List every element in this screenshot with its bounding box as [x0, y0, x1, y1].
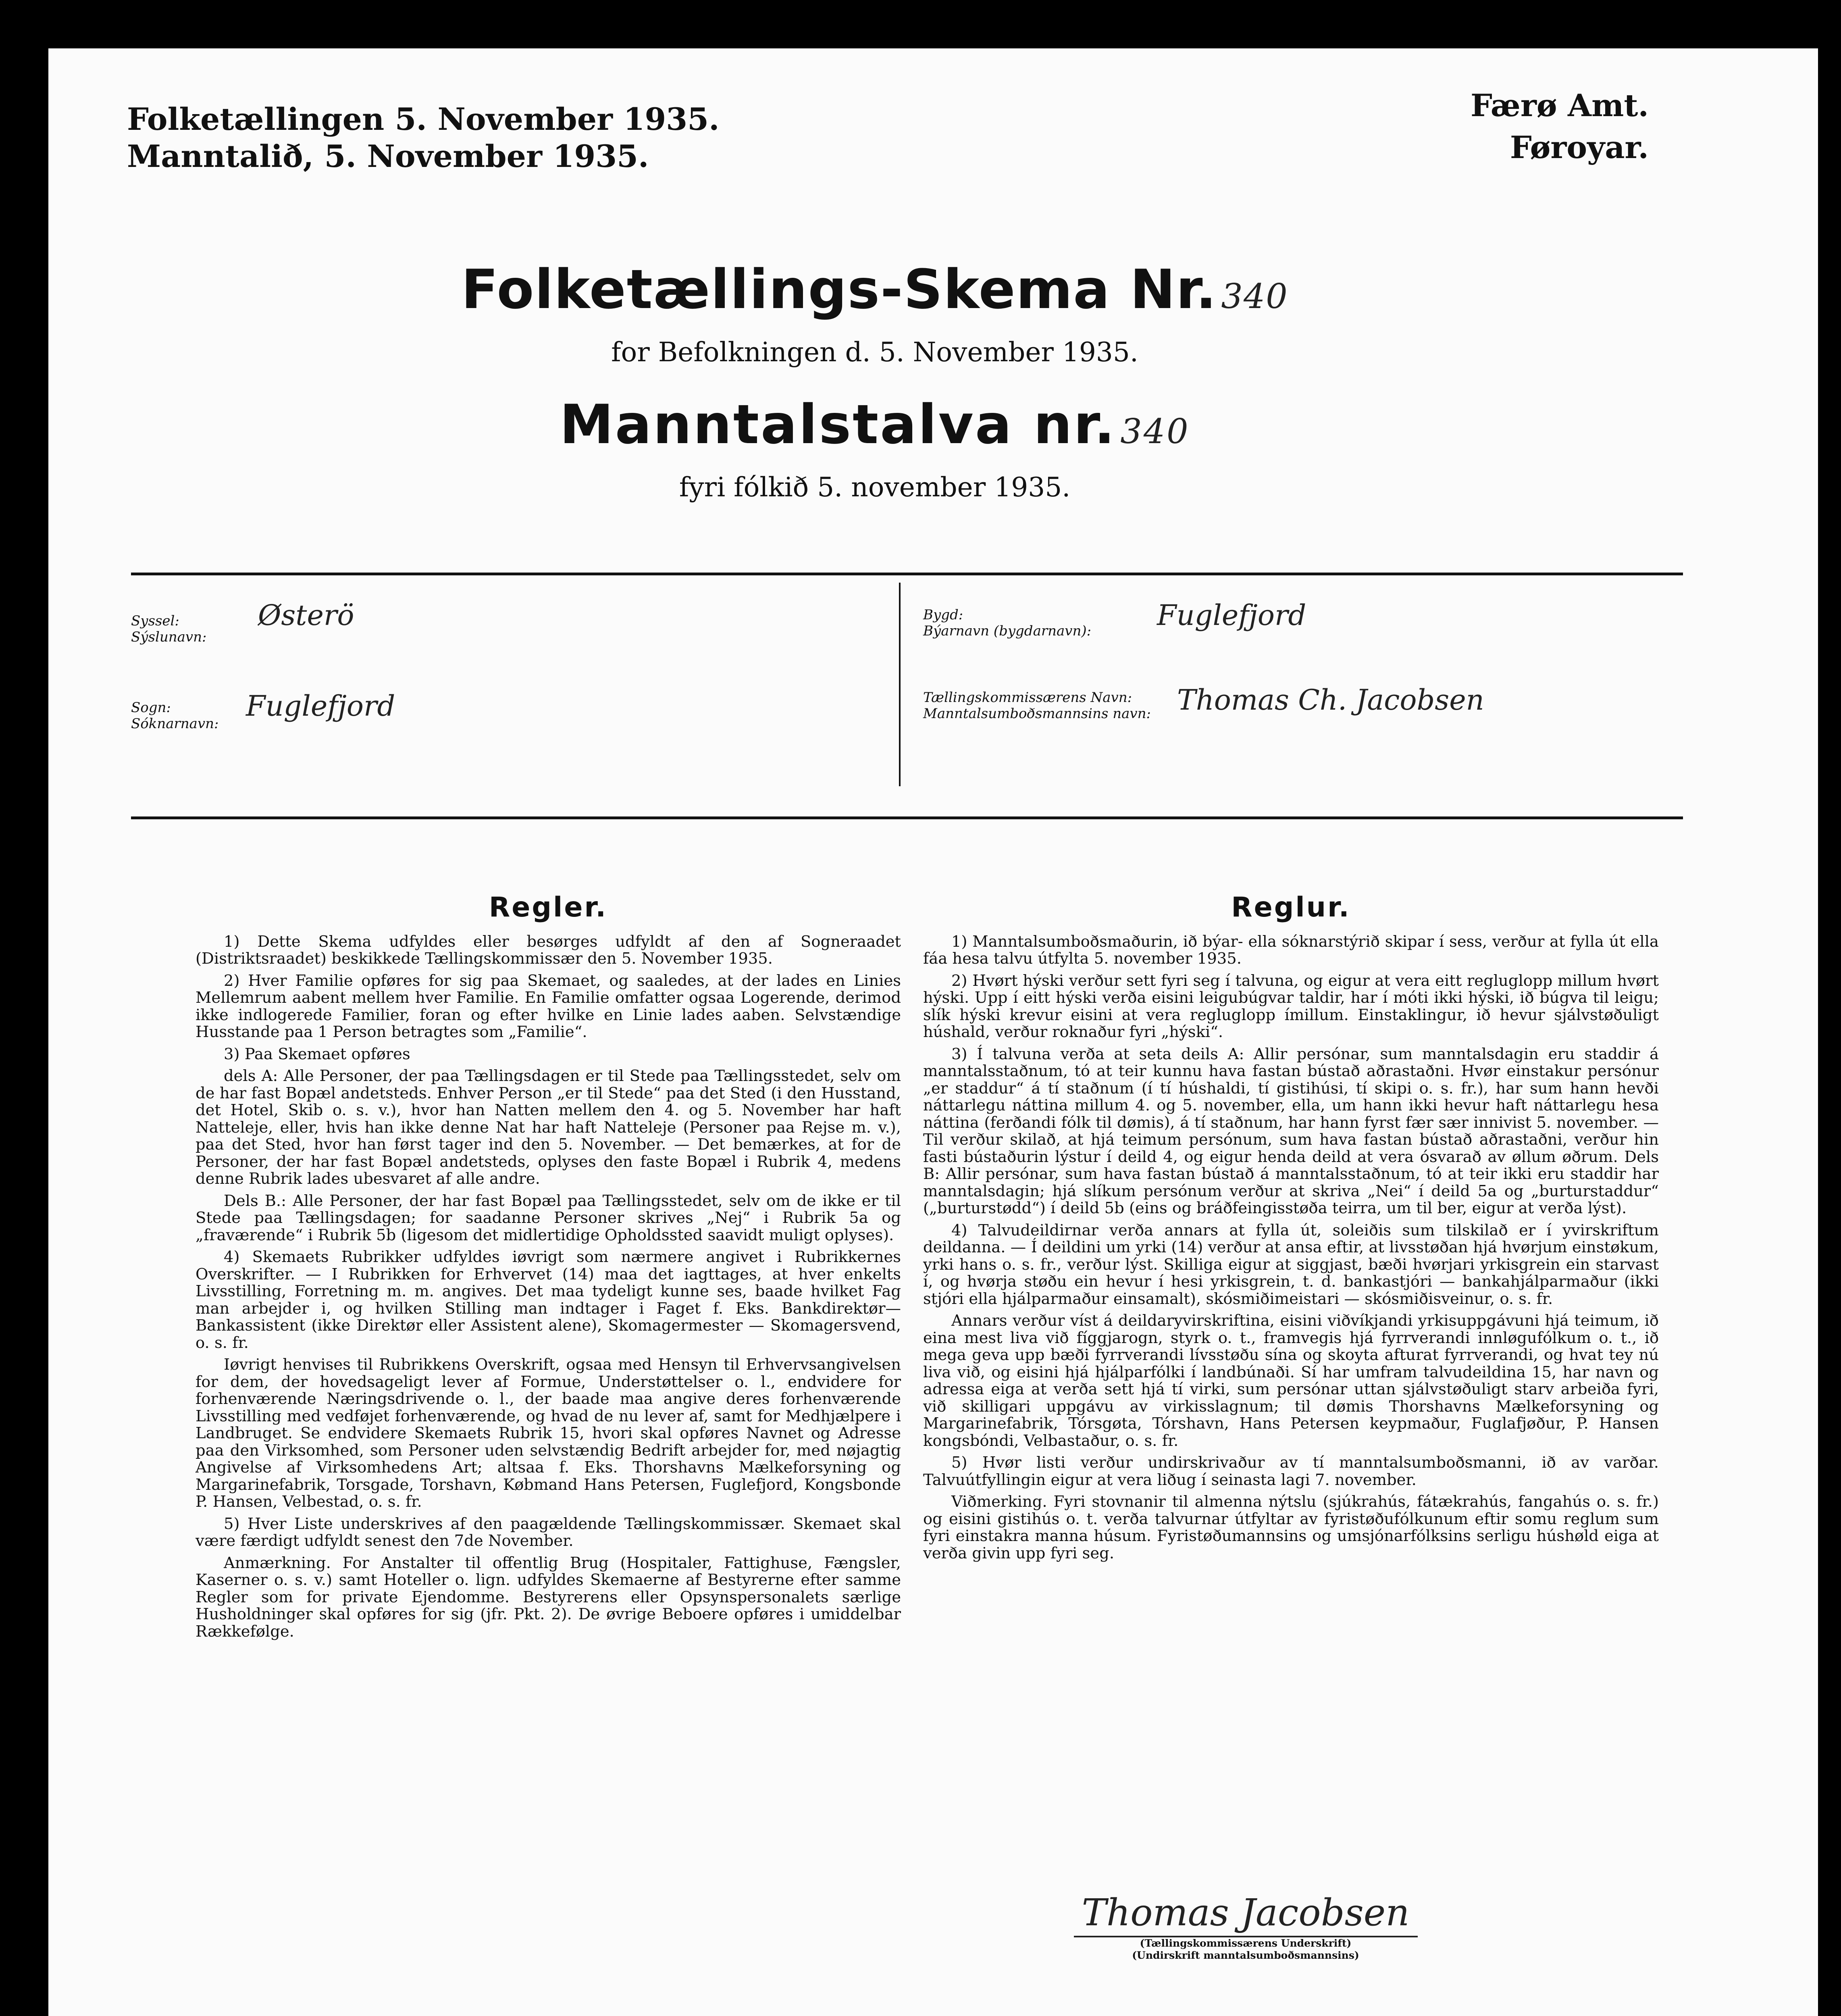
- rules-danish-paragraph: 3) Paa Skemaet opføres: [224, 1045, 410, 1063]
- rules-danish-paragraph: 5) Hver Liste underskrives af den paagældende Tællingskommissær. Skemaet skal være færdigt udfyldt senest den 7de November.: [196, 1514, 901, 1550]
- header-left-line2: Manntalið, 5. November 1935.: [127, 138, 649, 174]
- header-right-line2: Føroyar.: [1510, 129, 1649, 165]
- rules-danish-paragraph: Anmærkning. For Anstalter til offentlig Brug (Hospitaler, Fattighuse, Fængsler, Kaserner o. s. v.) samt Hoteller o. lign. udfyldes Skemaerne af Bestyrerne efter samme Regler som for private Ejendomme. Bestyrerens eller Opsynspersonalets særlige Husholdninger skal opføres for sig (jfr. Pkt. 2). De øvrige Beboere opføres i umiddelbar Rækkefølge.: [196, 1554, 901, 1641]
- rules-faroese-paragraph: Annars verður víst á deildaryvirskriftina, eisini viðvíkjandi yrkisuppgávuni hjá teimum, ið eina mest liva við fíggjarogn, styrk o. t., framvegis hjá fyrrverandi innløgufólkum o. t., ið mega geva upp bæði fyrrverandi lívsstøðu sína og skoyta afturat fyrrverandi, og hvat tey nú liva við, og eisini hjá hjálparfólki í landbúnaði. Sí har umfram talvudeildina 15, har navn og adressa eiga at verða sett hjá tí virki, sum persónar uttan sjálvstøðuligt starv arbeiða fyri, við skilligari uppgávu av virkisslagnum; til dømis Thorshavns Mælkeforsyning og Margarinefabrik, Tórsgøta, Tórshavn, Hans Petersen keypmaður, Fuglafjøður, P. Hansen kongsbóndi, Velbastaður, o. s. fr.: [923, 1312, 1659, 1450]
- kommissaer-label: Tællingskommissærens Navn: Manntalsumboðsmannsins navn:: [923, 689, 1151, 722]
- signature-caption-faroese: (Undirskrift manntalsumboðsmannsins): [1132, 1949, 1359, 1961]
- header-census-title: [127, 101, 720, 175]
- header-left-line1: Folketællingen 5. November 1935.: [127, 101, 720, 137]
- bygd-value: Fuglefjord: [1157, 599, 1306, 632]
- top-divider: [131, 573, 1683, 575]
- rules-faroese: [923, 891, 1659, 1567]
- form-title-faroese: [48, 393, 1701, 456]
- form-subtitle-faroese: fyri fólkið 5. november 1935.: [679, 472, 1071, 503]
- form-title-danish: [48, 258, 1701, 321]
- rules-faroese-paragraph: 5) Hvør listi verður undirskrivaður av tí manntalsumboðsmanni, ið av varðar. Talvuútfyllingin eigur at vera liðug í seinasta lagi 7. november.: [923, 1454, 1659, 1489]
- rules-faroese-paragraph: 4) Talvudeildirnar verða annars at fylla út, soleiðis sum tilskilað er í yvirskriftum deildanna. — Í deildini um yrki (14) verður at ansa eftir, at livsstøðan hjá hvørjum einstøkum, yrki hans o. s. fr., verður lýst. Skilliga eigur at siggjast, bæði hvørjari yrkisgrein ein starvast í, og hvørja støðu ein hevur í hesi yrkisgrein, t. d. bankastjóri — bankahjálparmaður (ikki stjóri ella hjálparmaður einsamalt), skósmiðimeistari — skósmiðisveinur, o. s. fr.: [923, 1221, 1659, 1308]
- signature-name: Thomas Jacobsen: [1074, 1891, 1418, 1937]
- rules-faroese-paragraph: 3) Í talvuna verða at seta deils A: Allir persónar, sum manntalsdagin eru staddir á manntalsstaðnum, tó at teir kunnu hava fastan bústað aðrastaðni. Hvør einstakur persónur „er staddur“ á tí staðnum (í tí húshaldi, tí gistihúsi, tí skipi o. s. fr.), har sum hann hevði náttarlegu náttina millum 4. og 5. november, ella, um hann ikki hevur haft náttarlegu hesa náttina (ferðandi fólk til dømis), á tí staðnum, har hann fyrst fær sær innivist 5. november. — Til verður skilað, at hjá teimum persónum, sum hava fastan bústað aðrastaðni, verður hin fasti bústaðurin lýstur í deild 4, og eigur henda deild at vera ósvarað av øllum øðrum. Dels B: Allir persónar, sum hava fastan bústað á manntalsstaðnum, tó at teir ikki eru staddir har manntalsdagin; hjá slíkum persónum verður at skriva „Nei“ í deild 5a og „burturstaddur“ („burturstødd“) í deild 5b (eins og bráðfeingisstøða teirra, um til ber, eigur at verða lýst).: [923, 1045, 1659, 1217]
- sogn-label: Sogn: Sóknarnavn:: [131, 700, 219, 732]
- signature-block: [1064, 1891, 1427, 1962]
- rules-faroese-paragraph: 2) Hvørt hýski verður sett fyri seg í talvuna, og eigur at vera eitt regluglopp millum hvørt hýski. Upp í eitt hýski verða eisini leigubúgvar taldir, har í móti ikki hýski, ið búgva til leigu; slík hýski krevur eisini at vera regluglopp ímillum. Einstaklingur, ið hevur sjálvstøðuligt húshald, verður roknaður fyri „hýski“.: [923, 971, 1659, 1041]
- fields-vertical-divider: [899, 583, 901, 786]
- bottom-divider: [131, 816, 1683, 819]
- census-form-page: [48, 48, 1818, 2016]
- form-subtitle-danish: for Befolkningen d. 5. November 1935.: [611, 337, 1138, 368]
- rules-danish-paragraph: 1) Dette Skema udfyldes eller besørges udfyldt af den af Sogneraadet (Distriktsraadet) beskikkede Tællingskommissær den 5. November 1935.: [196, 932, 901, 968]
- rules-faroese-paragraph: 1) Manntalsumboðsmaðurin, ið býar- ella sóknarstýrið skipar í sess, verður at fylla út ella fáa hesa talvu útfylta 5. november 1935.: [923, 932, 1659, 968]
- form-title-danish-text: Folketællings-Skema Nr.: [461, 258, 1217, 321]
- kommissaer-value: Thomas Ch. Jacobsen: [1177, 683, 1484, 716]
- syssel-value: Østerö: [258, 599, 354, 632]
- rules-danish-heading: Regler.: [489, 891, 608, 923]
- sogn-value: Fuglefjord: [246, 689, 395, 723]
- rules-faroese-heading: Reglur.: [1231, 891, 1351, 923]
- rules-danish-paragraph: dels A: Alle Personer, der paa Tællingsdagen er til Stede paa Tællingsstedet, selv om de har fast Bopæl andetsteds. Enhver Person „er til Stede“ paa det Sted (i den Husstand, det Hotel, Skib o. s. v.), hvor han Natten mellem den 4. og 5. November har haft Natteleje, eller, hvis han ikke denne Nat har haft Natteleje (Personer paa Rejse m. v.), paa det Sted, hvor han først tager ind den 5. November. — Det bemærkes, at for de Personer, der har fast Bopæl andetsteds, oplyses den faste Bopæl i Rubrik 4, medens denne Rubrik lades ubesvaret af alle andre.: [196, 1067, 901, 1188]
- rules-danish-paragraph: Dels B.: Alle Personer, der har fast Bopæl paa Tællingsstedet, selv om de ikke er til Stede paa Tællingsdagen; for saadanne Personer skrives „Nej“ i Rubrik 5a og „fraværende“ i Rubrik 5b (ligesom det midlertidige Opholdssted saavidt muligt oplyses).: [196, 1191, 901, 1244]
- header-right-line1: Færø Amt.: [1470, 87, 1649, 123]
- rules-danish-paragraph: Iøvrigt henvises til Rubrikkens Overskrift, ogsaa med Hensyn til Erhvervsangivelsen for dem, der hovedsageligt lever af Formue, Understøttelser o. l., endvidere for forhenværende Næringsdrivende o. l., der baade maa angive deres forhenværende Livsstilling med vedføjet forhenværende, og hvad de nu lever af, samt for Medhjælpere i Landbruget. Se endvidere Skemaets Rubrik 15, hvori skal opføres Navnet og Adresse paa den Virksomhed, som Personer uden selvstændig Bedrift arbejder for, med nøjagtig Angivelse af Virksomhedens Art; altsaa f. Eks. Thorshavns Mælkeforsyning og Margarinefabrik, Torsgade, Torshavn, Købmand Hans Petersen, Fuglefjord, Kongsbonde P. Hansen, Velbestad, o. s. fr.: [196, 1356, 901, 1511]
- signature-caption-danish: (Tællingskommissærens Underskrift): [1140, 1937, 1352, 1949]
- header-region: [1471, 85, 1649, 169]
- rules-faroese-paragraph: Viðmerking. Fyri stovnanir til almenna nýtslu (sjúkrahús, fátækrahús, fangahús o. s. fr.) og eisini gistihús o. t. verða talvurnar útfyltar av fyristøðufólkunum eftir somu reglum sum fyri einstakra manna húsum. Fyristøðumannsins og umsjónarfólksins serligu húshøld eiga at verða givin upp fyri seg.: [923, 1493, 1659, 1562]
- rules-danish-paragraph: 4) Skemaets Rubrikker udfyldes iøvrigt som nærmere angivet i Rubrikkernes Overskrifter. — I Rubrikken for Erhvervet (14) maa det iagttages, at hver enkelts Livsstilling, Forretning m. m. angives. Det maa tydeligt kunne ses, baade hvilket Fag man arbejder i, og hvilken Stilling man indtager i Faget f. Eks. Bankdirektør—Bankassistent (ikke Direktør eller Assistent alene), Skomagermester — Skomagersvend, o. s. fr.: [196, 1248, 901, 1352]
- syssel-label: Syssel: Sýslunavn:: [131, 613, 207, 645]
- bygd-label: Bygd: Býarnavn (bygdarnavn):: [923, 607, 1092, 639]
- rules-danish-paragraph: 2) Hver Familie opføres for sig paa Skemaet, og saaledes, at der lades en Linies Mellemrum aabent mellem hver Familie. En Familie omfatter ogsaa Logerende, derimod ikke indlogerede Familier, foran og efter hvilke en Linie lades aaben. Selvstændige Husstande paa 1 Person betragtes som „Familie“.: [196, 971, 901, 1041]
- form-title-faroese-text: Manntalstalva nr.: [560, 393, 1117, 456]
- form-number-faroese: 340: [1120, 412, 1190, 451]
- form-number-danish: 340: [1221, 277, 1288, 316]
- rules-danish: [196, 891, 901, 1645]
